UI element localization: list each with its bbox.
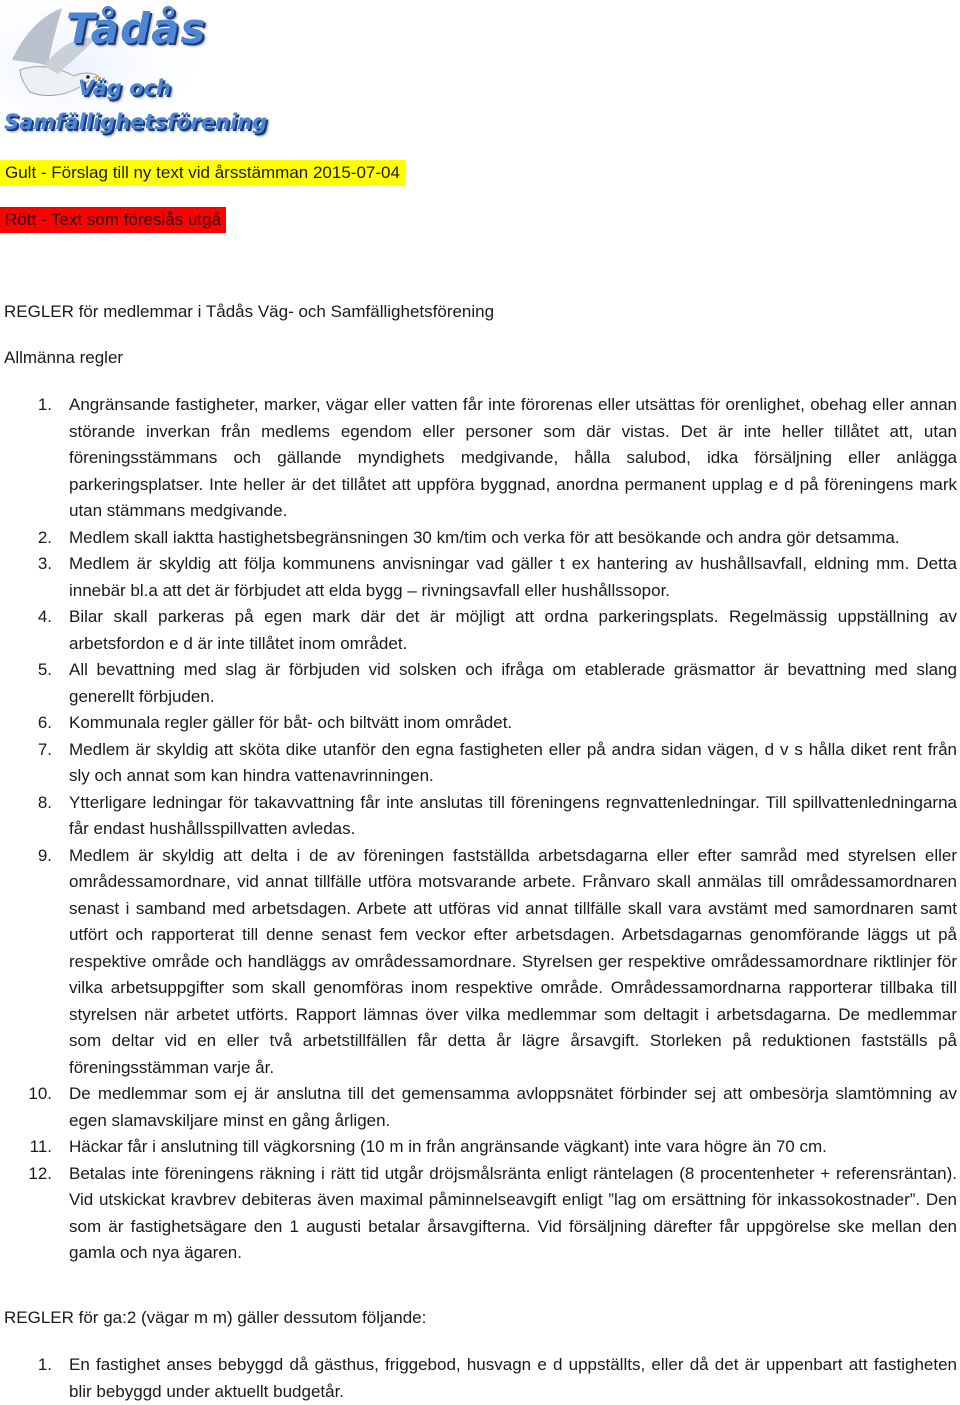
section-heading-general: Allmänna regler — [4, 348, 124, 367]
rule-item — [0, 657, 957, 710]
rule-number: 10. — [28, 1084, 52, 1103]
rule-number: 5. — [37, 660, 52, 679]
rule-number: 1. — [37, 395, 52, 414]
general-rules-list — [0, 392, 957, 1267]
document-title: REGLER för medlemmar i Tådås Väg- och Samfällighetsförening — [4, 302, 495, 321]
legend-yellow-highlight: Gult - Förslag till ny text vid årsstämman 2015-07-04 — [0, 160, 405, 186]
rule-text: Bilar skall parkeras på egen mark där det är möjligt att ordna parkeringsplats. Regelmässig uppställning av arbetsfordon e d är inte tillåtet inom området. — [69, 607, 957, 653]
rule-item — [0, 710, 957, 737]
logo-subtitle-2: Samfällighetsförening — [4, 110, 268, 134]
rule-text: Medlem är skyldig att sköta dike utanför den egna fastigheten eller på andra sidan vägen, d v s hålla diket rent från sly och annat som kan hindra vattenavrinningen. — [69, 739, 957, 785]
rule-text: Kommunala regler gäller för båt- och biltvätt inom området. — [69, 713, 513, 732]
rule-item — [0, 737, 957, 790]
rule-item — [0, 843, 957, 1082]
logo-title: Tådås — [66, 4, 207, 53]
rule-number: 7. — [37, 739, 52, 759]
rule-item — [0, 1352, 957, 1405]
ga2-rules-list — [0, 1352, 957, 1405]
rule-item — [0, 1081, 957, 1134]
rule-number: 12. — [28, 1163, 52, 1183]
rule-text: Angränsande fastigheter, marker, vägar eller vatten får inte förorenas eller utsättas för orenlighet, obehag eller annan störande inverkan från medlems egendom eller personer som där vistas. Det är inte heller tillåtet att, utan föreningsstämmans och gällande myndighets medgivande, hålla salubod, idka försäljning eller anlägga parkeringsplatser. Inte heller är det tillåtet att uppföra byggnad, anordna permanent upplag e d på föreningens mark utan stämmans medgivande. — [69, 395, 957, 520]
association-logo — [0, 0, 268, 145]
rule-text: De medlemmar som ej är anslutna till det gemensamma avloppsnätet förbinder sej att ombesörja slamtömning av egen slamavskiljare minst en gång årligen. — [69, 1084, 957, 1130]
rule-item — [0, 525, 957, 552]
rule-text: Medlem skall iaktta hastighetsbegränsningen 30 km/tim och verka för att besökande och andra gör detsamma. — [69, 527, 900, 547]
rule-text: Häckar får i anslutning till vägkorsning (10 m in från angränsande vägkant) inte vara högre än 70 cm. — [69, 1137, 827, 1156]
rule-item — [0, 551, 957, 604]
section-heading-ga2: REGLER för ga:2 (vägar m m) gäller dessutom följande: — [4, 1308, 427, 1327]
rule-number: 6. — [37, 713, 52, 732]
rule-number: 4. — [37, 607, 52, 626]
rule-item — [0, 1161, 957, 1267]
rule-number: 9. — [37, 845, 52, 865]
rule-text: Betalas inte föreningens räkning i rätt tid utgår dröjsmålsränta enligt räntelagen (8 procentenheter + referensräntan). Vid utskickat kravbrev debiteras även maximal påminnelseavgift enligt ”lag om ersättning för inkassokostnader”. Den som är fastighetsägare den 1 augusti betalar årsavgifterna. Vid försäljning därefter får uppgörelse ske mellan den gamla och nya ägaren. — [69, 1163, 957, 1262]
rule-number: 8. — [37, 792, 52, 812]
rule-text: Ytterligare ledningar för takavvattning får inte anslutas till föreningens regnvattenledningar. Till spillvattenledningarna får endast hushållsspillvatten avledas. — [69, 792, 957, 838]
rule-item — [0, 604, 957, 657]
rule-item — [0, 392, 957, 525]
legend-red-highlight: Rött - Text som föreslås utgå — [0, 207, 226, 233]
rule-item — [0, 1134, 957, 1161]
rule-text: En fastighet anses bebyggd då gästhus, friggebod, husvagn e d uppställts, eller då det är uppenbart att fastigheten blir bebyggd under aktuellt budgetår. — [69, 1355, 957, 1401]
rule-text: Medlem är skyldig att följa kommunens anvisningar vad gäller t ex hantering av hushållsavfall, eldning mm. Detta innebär bl.a att det är förbjudet att elda bygg – rivningsavfall eller hushållssopor. — [69, 554, 957, 600]
rule-text: Medlem är skyldig att delta i de av föreningen fastställda arbetsdagarna eller efter samråd med styrelsen eller områdessamordnare, vid annat tillfälle utföra motsvarande arbete. Frånvaro skall anmälas till områdessamordnaren senast i samband med arbetsdagen. Arbete att utföras vid annat tillfälle skall vara avstämt med samordnaren samt utfört och rapporterat till denne senast fem veckor efter arbetsdagen. Arbetsdagarnas genomförande läggs ut på respektive område och handläggs av områdessamordnare. Styrelsen ger respektive områdessamordnare riktlinjer för vilka arbetsuppgifter som skall genomföras inom respektive område. Områdessamordnarna rapporterar tillbaka till styrelsen när arbetet utförts. Rapport lämnas över vilka medlemmar som deltagit i arbetsdagarna. De medlemmar som deltar vid en eller två arbetstillfällen får detta år lägre årsavgift. Storleken på reduktionen fastställs på föreningsstämman varje år. — [69, 845, 957, 1077]
rule-number: 11. — [29, 1137, 52, 1156]
rule-number: 1. — [37, 1355, 52, 1374]
rule-number: 3. — [37, 554, 52, 573]
logo-subtitle: Väg och — [78, 76, 171, 100]
rule-text: All bevattning med slag är förbjuden vid solsken och ifråga om etablerade gräsmattor är bevattning med slang generellt förbjuden. — [69, 660, 957, 706]
rule-item — [0, 790, 957, 843]
rule-number: 2. — [37, 527, 52, 547]
